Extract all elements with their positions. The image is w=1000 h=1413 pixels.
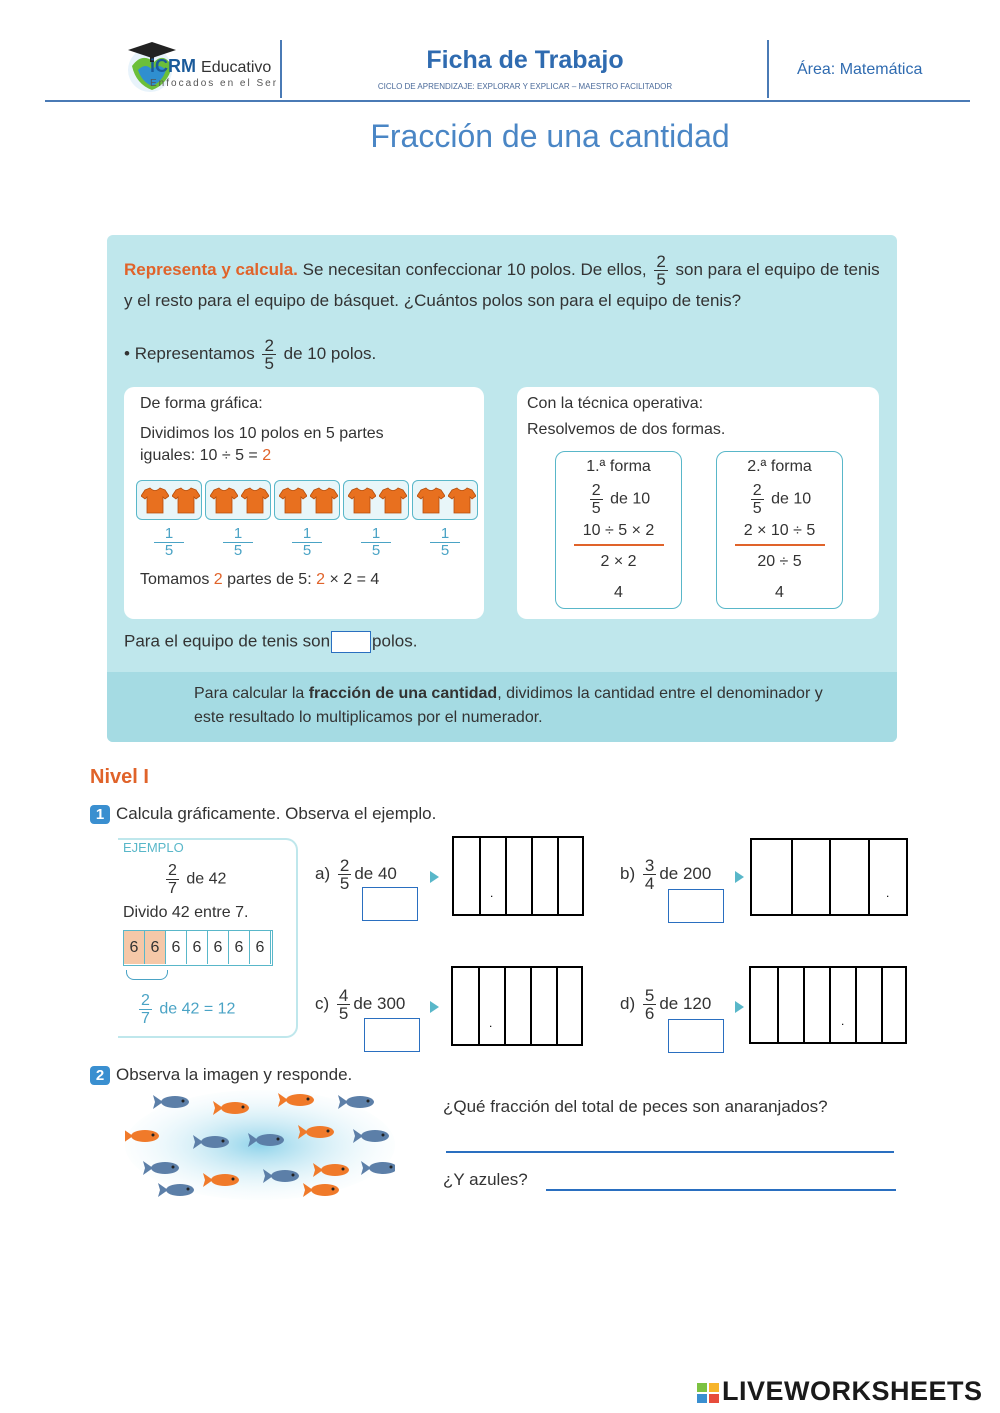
arrow-icon <box>430 871 439 883</box>
shirt-icon <box>348 487 376 514</box>
underline <box>735 544 825 546</box>
form-title: 1.ª forma <box>586 458 651 475</box>
shirt-icon <box>210 487 238 514</box>
fraction-label: 1 5 <box>430 526 460 559</box>
shirt-icon <box>172 487 200 514</box>
dot: . <box>841 1014 845 1028</box>
rule-text: Para calcular la fracción de una cantidad, dividimos la cantidad entre el denominador y este resultado lo multiplicamos por el numerador. <box>194 685 823 726</box>
graphic-line: iguales: 10 ÷ 5 = 2 <box>140 447 272 464</box>
liveworksheets-brand: LIVEWORKSHEETS <box>722 1376 983 1406</box>
graphic-conclusion: Tomamos 2 partes de 5: 2 × 2 = 4 <box>140 571 380 588</box>
worksheet-title: Ficha de Trabajo <box>426 46 624 74</box>
fraction-label: 1 5 <box>292 526 322 559</box>
item-d-grid[interactable] <box>749 966 907 1044</box>
question-1: 1 Calcula gráficamente. Observa el ejemplo. <box>90 804 436 824</box>
form-fraction: $\frac{2}{5}$ de 10 <box>591 482 651 517</box>
example-cell: 6 <box>229 931 250 964</box>
item-a: a) $\frac{2}{5}$ de 40 <box>315 856 397 893</box>
shirt-row <box>136 480 478 520</box>
logo-name: iCRM Educativo <box>150 56 272 76</box>
fish-question-2: ¿Y azules? <box>443 1170 528 1189</box>
form-result: 4 <box>614 584 623 601</box>
shirt-group <box>343 480 409 520</box>
shirt-icon <box>310 487 338 514</box>
arrow-icon <box>735 1001 744 1013</box>
logo-tagline: Enfocados en el Ser <box>150 78 279 89</box>
header-divider <box>280 40 282 98</box>
tenis-answer-line: Para el equipo de tenis son polos. <box>124 631 417 653</box>
example-divide: Divido 42 entre 7. <box>123 904 249 921</box>
example-label: EJEMPLO <box>123 840 184 855</box>
fish-school-illustration <box>125 1090 395 1200</box>
example-cell: 6 <box>124 931 145 964</box>
rule-banner <box>107 672 897 742</box>
item-b-answer-input[interactable] <box>668 889 724 923</box>
example-result: $\frac{2}{7}$ de 42 = 12 <box>141 992 236 1027</box>
shirt-group <box>205 480 271 520</box>
item-c-answer-input[interactable] <box>364 1018 420 1052</box>
header-divider <box>767 40 769 98</box>
item-b: b) $\frac{3}{4}$ de 200 <box>620 856 712 893</box>
shirt-group <box>136 480 202 520</box>
tenis-answer-input[interactable] <box>331 631 371 653</box>
item-d-answer-input[interactable] <box>668 1019 724 1053</box>
fraction-label: 1 5 <box>361 526 391 559</box>
lesson-box <box>107 235 897 742</box>
form-step: 2 × 2 <box>600 553 637 570</box>
shirt-icon <box>448 487 476 514</box>
fish-question-1: ¿Qué fracción del total de peces son anaranjados? <box>443 1097 828 1116</box>
question-number: 2 <box>90 1066 110 1085</box>
fraction: $\frac{2}{5}$ <box>656 252 666 289</box>
item-c: c) $\frac{4}{5}$ de 300 <box>315 986 406 1023</box>
operative-method-box <box>517 387 879 619</box>
underline <box>574 544 664 546</box>
form-step: 2 × 10 ÷ 5 <box>743 522 816 539</box>
arrow-icon <box>430 1001 439 1013</box>
example-cell: 6 <box>208 931 229 964</box>
bracket <box>126 970 168 980</box>
item-a-answer-input[interactable] <box>362 887 418 921</box>
question-2: 2 Observa la imagen y responde. <box>90 1065 352 1085</box>
graphic-title: De forma gráfica: <box>140 395 263 412</box>
item-d: d) $\frac{5}{6}$ de 120 <box>620 986 712 1023</box>
shirt-icon <box>141 487 169 514</box>
fish-answer-1-input[interactable] <box>446 1151 894 1153</box>
fraction: $\frac{2}{5}$ <box>264 336 274 373</box>
shirt-icon <box>417 487 445 514</box>
shirt-icon <box>279 487 307 514</box>
example-cell: 6 <box>145 931 166 964</box>
operative-title: Con la técnica operativa: <box>527 395 704 412</box>
dot: . <box>489 1016 493 1030</box>
dot: . <box>886 886 890 900</box>
example-cell: 6 <box>187 931 208 964</box>
question-number: 1 <box>90 805 110 824</box>
level-heading: Nivel I <box>90 766 149 788</box>
fish-answer-2-input[interactable] <box>546 1189 896 1191</box>
form-result: 4 <box>775 584 784 601</box>
form-fraction: $\frac{2}{5}$ de 10 <box>752 482 812 517</box>
item-c-grid[interactable] <box>451 966 583 1046</box>
form-step: 20 ÷ 5 <box>757 553 802 570</box>
example-cell: 6 <box>250 931 271 964</box>
example-box <box>118 838 298 1038</box>
fraction-label: 1 5 <box>154 526 184 559</box>
item-b-grid[interactable] <box>750 838 908 916</box>
subject-area: Área: Matemática <box>797 61 923 78</box>
form-2-box <box>716 451 843 609</box>
item-a-grid[interactable] <box>452 836 584 916</box>
fraction-label: 1 5 <box>223 526 253 559</box>
shirt-icon <box>241 487 269 514</box>
example-fraction: $\frac{2}{7}$ de 42 <box>168 862 227 897</box>
operative-subtitle: Resolvemos de dos formas. <box>527 421 726 438</box>
liveworksheets-logo-icon <box>697 1381 721 1405</box>
form-title: 2.ª forma <box>747 458 812 475</box>
worksheet-subtitle: CICLO DE APRENDIZAJE: EXPLORAR Y EXPLICAR – MAESTRO FACILITADOR <box>377 82 673 91</box>
graphic-line: Dividimos los 10 polos en 5 partes <box>140 425 384 442</box>
shirt-group <box>412 480 478 520</box>
form-step: 10 ÷ 5 × 2 <box>582 522 655 539</box>
page-title: Fracción de una cantidad <box>370 118 730 154</box>
arrow-icon <box>735 871 744 883</box>
shirt-icon <box>379 487 407 514</box>
intro-paragraph: Representa y calcula. Se necesitan confeccionar 10 polos. De ellos, $\frac{2}{5}$ son para el equipo de tenis y el resto para el equipo de básquet. ¿Cuántos polos son para el equipo de tenis? <box>124 252 880 310</box>
bullet-item: • Representamos $\frac{2}{5}$ de 10 polos. <box>124 336 377 373</box>
dot: . <box>490 886 494 900</box>
form-1-box <box>555 451 682 609</box>
example-cell: 6 <box>166 931 187 964</box>
shirt-area <box>124 235 484 635</box>
shirt-group <box>274 480 340 520</box>
header <box>45 36 970 102</box>
example-cells <box>123 930 273 966</box>
